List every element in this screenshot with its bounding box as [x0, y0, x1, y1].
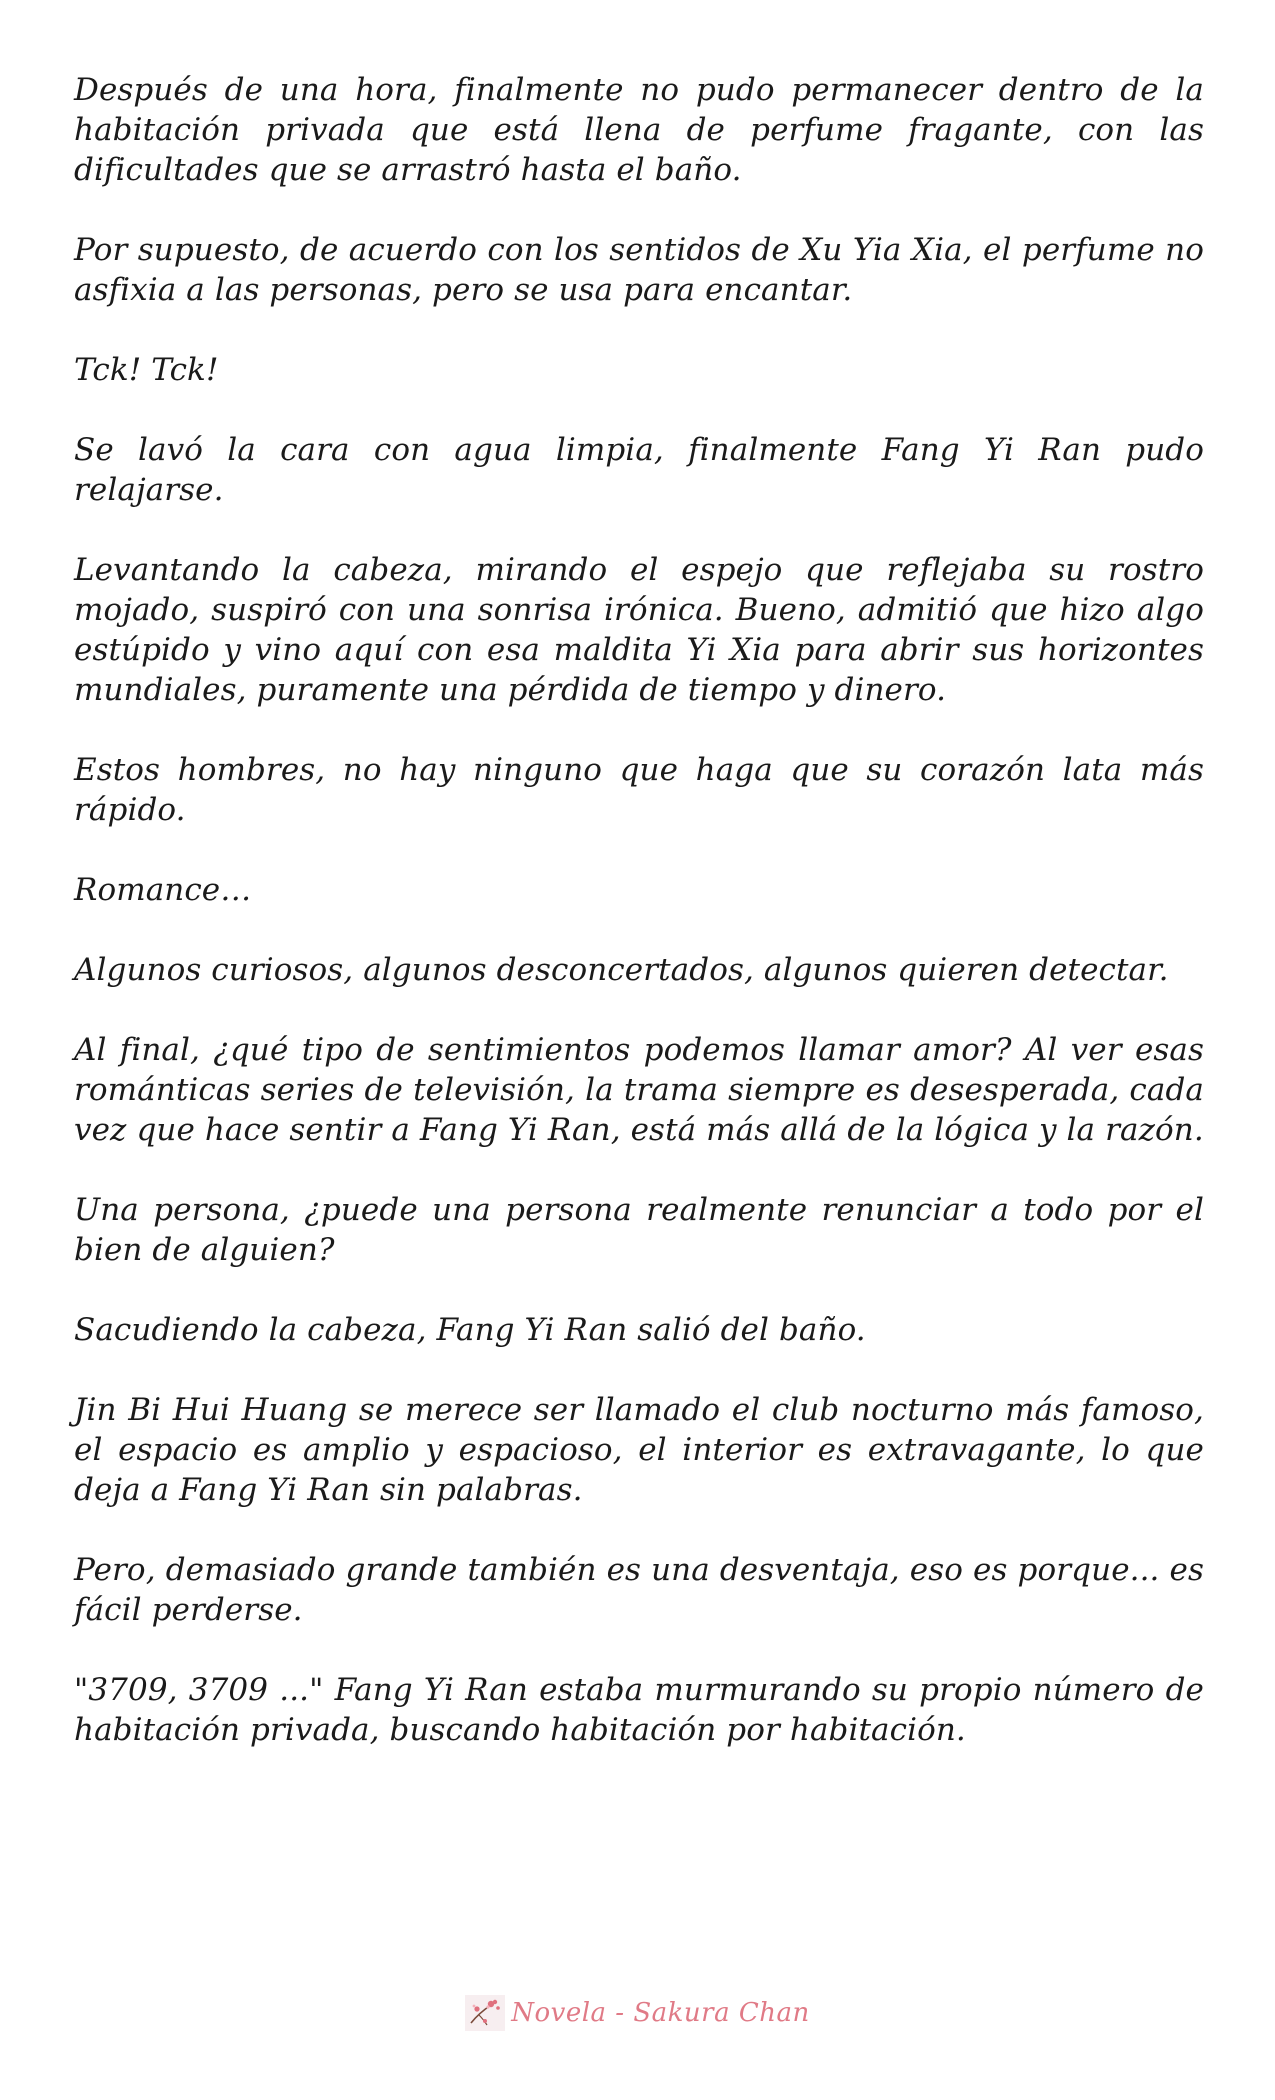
paragraph-8: Algunos curiosos, algunos desconcertados, algunos quieren detectar. — [74, 952, 1169, 988]
paragraph-4: Se lavó la cara con agua limpia, finalmente Fang Yi Ran pudo relajarse. — [74, 432, 1204, 508]
paragraph-5: Levantando la cabeza, mirando el espejo que reflejaba su rostro mojado, suspiró con una sonrisa irónica. Bueno, admitió que hizo algo estúpido y vino aquí con esa maldita Yi Xia para abrir sus horizontes mundiales, puramente una pérdida de tiempo y dinero. — [74, 552, 1204, 708]
paragraph-2: Por supuesto, de acuerdo con los sentidos de Xu Yia Xia, el perfume no asfixia a las personas, pero se usa para encantar. — [74, 232, 1204, 308]
paragraph-14: "3709, 3709 ..." Fang Yi Ran estaba murmurando su propio número de habitación privada, buscando habitación por habitación. — [74, 1672, 1204, 1748]
paragraph-1: Después de una hora, finalmente no pudo permanecer dentro de la habitación privada que está llena de perfume fragante, con las dificultades que se arrastró hasta el baño. — [74, 72, 1204, 188]
footer — [0, 1995, 1275, 2031]
paragraph-6: Estos hombres, no hay ninguno que haga que su corazón lata más rápido. — [74, 752, 1204, 828]
footer-credit: Novela - Sakura Chan — [511, 1998, 810, 2028]
paragraph-13: Pero, demasiado grande también es una desventaja, eso es porque... es fácil perderse. — [74, 1552, 1204, 1628]
paragraph-9: Al final, ¿qué tipo de sentimientos podemos llamar amor? Al ver esas románticas series de televisión, la trama siempre es desesperada, cada vez que hace sentir a Fang Yi Ran, está más allá de la lógica y la razón. — [74, 1032, 1204, 1148]
sakura-flower-icon — [465, 1995, 505, 2031]
paragraph-11: Sacudiendo la cabeza, Fang Yi Ran salió del baño. — [74, 1312, 866, 1348]
paragraph-7: Romance… — [74, 872, 252, 908]
paragraph-3: Tck! Tck! — [74, 352, 219, 388]
paragraph-10: Una persona, ¿puede una persona realmente renunciar a todo por el bien de alguien? — [74, 1192, 1204, 1268]
paragraph-12: Jin Bi Hui Huang se merece ser llamado el club nocturno más famoso, el espacio es amplio y espacioso, el interior es extravagante, lo que deja a Fang Yi Ran sin palabras. — [74, 1392, 1204, 1508]
document-body — [74, 70, 1204, 1790]
